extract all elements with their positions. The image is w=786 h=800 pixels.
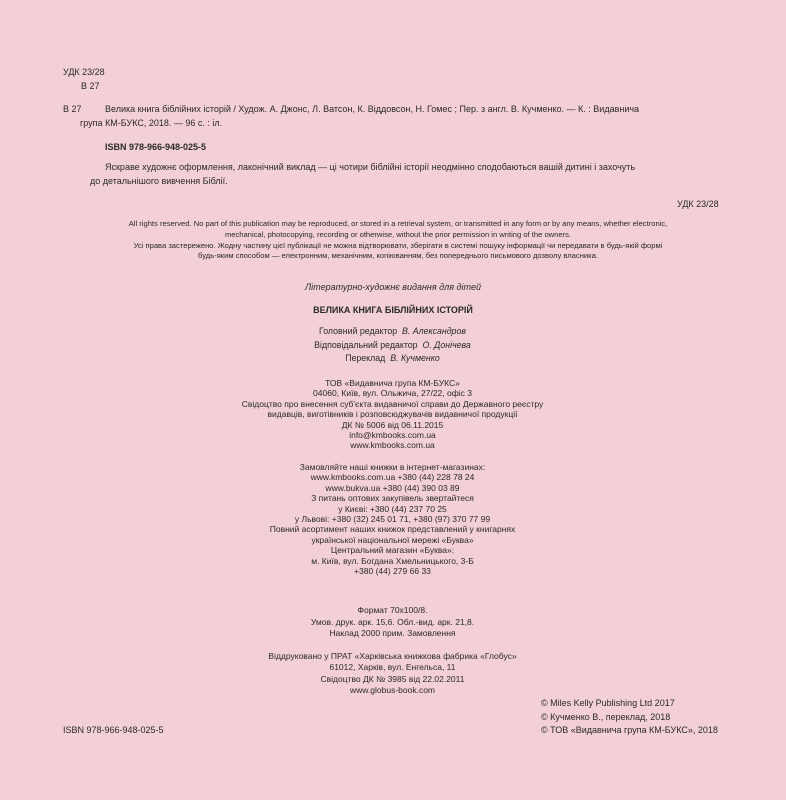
book-title: ВЕЛИКА КНИГА БІБЛІЙНИХ ІСТОРІЙ [313, 305, 473, 315]
orders-kmbooks: www.kmbooks.com.ua +380 (44) 228 78 24 [310, 472, 475, 483]
printer-certificate: Свідоцтво ДК № 3985 від 22.02.2011 [320, 673, 465, 684]
isbn-bottom: ISBN 978-966-948-025-5 [63, 725, 164, 735]
legal-ua-2: будь-яким способом — електронним, механічним, копіюванням, без попереднього письмового дозволу власника. [198, 251, 598, 261]
publisher-certificate-number: ДК № 5006 від 06.11.2015 [341, 419, 444, 430]
copyright-publisher: © ТОВ «Видавнича група КМ-БУКС», 2018 [541, 725, 718, 735]
bibliography-line-2: група КМ-БУКС, 2018. — 96 с. : іл. [80, 118, 223, 128]
assortment-note-1: Повний асортимент наших книжок представлений у книгарнях [269, 524, 516, 535]
udk-code: УДК 23/28 [63, 67, 105, 77]
publisher-certificate-1: Свідоцтво про внесення суб'єкта видавничої справи до Державного реєстру [241, 398, 544, 409]
wholesale-heading: З питань оптових закупівель звертайтеся [311, 493, 474, 504]
responsible-editor: Відповідальний редактор О. Донічева [314, 339, 471, 350]
publisher-name: ТОВ «Видавнича група КМ-БУКС» [325, 378, 460, 388]
genre: Літературно-художнє видання для дітей [304, 282, 482, 292]
udk-right: УДК 23/28 [677, 199, 719, 209]
printer-name: Віддруковано у ПРАТ «Харківська книжкова фабрика «Глобус» [268, 651, 517, 661]
assortment-note-2: української національної мережі «Буква» [311, 534, 474, 545]
orders-info [240, 462, 545, 576]
chief-editor: Головний редактор В. Александров [319, 326, 466, 336]
central-store-heading: Центральний магазин «Буква»: [330, 545, 455, 556]
copyright-translation: © Кучменко В., переклад, 2018 [541, 712, 671, 722]
copyright-original: © Miles Kelly Publishing Ltd 2017 [541, 698, 675, 708]
publisher-certificate-2: видавців, виготівників і розповсюджувачів видавничої продукції [267, 409, 518, 420]
central-store-address: м. Київ, вул. Богдана Хмельницького, 3-Б [311, 555, 474, 566]
legal-ua-1: Усі права застережено. Жодну частину цієї публікації не можна відтворювати, зберігати в системі пошуку інформації чи передавати в будь-якій формі [133, 240, 663, 250]
publisher-info [240, 378, 545, 451]
wholesale-lviv: у Львові: +380 (32) 245 01 71, +380 (97) 370 77 99 [294, 514, 491, 525]
legal-notice [68, 219, 728, 262]
orders-bukva: www.bukva.ua +380 (44) 390 03 89 [325, 482, 460, 493]
printer-info [240, 651, 545, 696]
wholesale-kyiv: у Києві: +380 (44) 237 70 25 [338, 503, 447, 514]
translator: Переклад В. Кучменко [345, 353, 440, 363]
bibliography-line-1: Велика книга біблійних історій / Худож. А. Джонс, Л. Ватсон, К. Віддовсон, Н. Гомес ; Пер. з англ. В. Кучменко. — К. : Видавнича [105, 104, 640, 114]
annotation-line-1: Яскраве художнє оформлення, лаконічний виклад — ці чотири біблійні історії неодмінно сподобаються вашій дитині і захочуть [105, 162, 636, 172]
format-info [240, 605, 545, 640]
central-store-phone: +380 (44) 279 66 33 [354, 566, 431, 577]
annotation-line-2: до детальнішого вивчення Біблії. [90, 176, 228, 186]
format-size: Формат 70х100/8. [357, 605, 428, 615]
legal-en-2: mechanical, photocopying, recording or otherwise, without the prior permission in writing of the owners. [224, 229, 572, 239]
publisher-email: info@kmbooks.com.ua [349, 430, 436, 441]
format-sheets: Умов. друк. арк. 15,6. Обл.-вид. арк. 21,8. [310, 616, 475, 627]
bibliography-code: В 27 [63, 104, 82, 114]
isbn-main: ISBN 978-966-948-025-5 [105, 142, 207, 152]
legal-en-1: All rights reserved. No part of this publication may be reproduced, or stored in a retrieval system, or transmitted in any form or by any means, whether electronic, [128, 219, 668, 228]
printer-address: 61012, Харків, вул. Енгельса, 11 [329, 662, 456, 673]
format-print-run: Наклад 2000 прим. Замовлення [329, 628, 456, 638]
printer-website: www.globus-book.com [349, 684, 436, 695]
editors [240, 325, 545, 366]
publisher-address: 04060, Київ, вул. Ольжича, 27/22, офіс 3 [313, 388, 472, 399]
publisher-website: www.kmbooks.com.ua [350, 440, 435, 451]
author-mark-code: В 27 [81, 81, 100, 91]
orders-heading: Замовляйте наші книжки в інтернет-магазинах: [299, 462, 486, 472]
